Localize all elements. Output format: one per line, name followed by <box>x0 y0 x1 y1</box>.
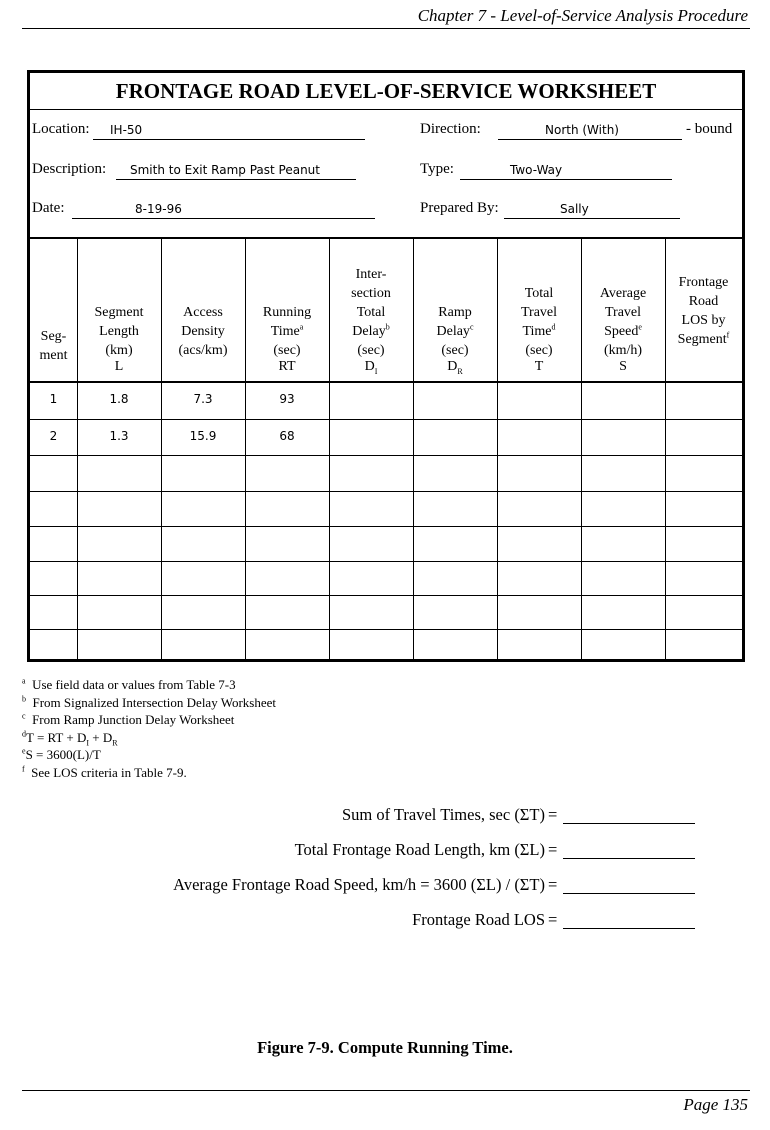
table-cell[interactable]: 93 <box>279 392 295 406</box>
table-row-divider <box>30 561 742 562</box>
summary-sum-travel-times-field[interactable] <box>563 823 695 824</box>
table-cell[interactable]: 7.3 <box>193 392 213 406</box>
summary-equals: = <box>548 910 558 929</box>
footnote-d-text: T = RT + D <box>26 729 87 745</box>
summary-average-speed-field[interactable] <box>563 893 695 894</box>
footnote-a: $^a$ Use field data or values from Table 7-3 <box>22 676 236 692</box>
location-label: Location: <box>32 121 90 137</box>
summary-equals: = <box>548 875 558 894</box>
footnote-b: $^b$ From Signalized Intersection Delay Worksheet <box>22 694 276 710</box>
column-symbol: $D_R$ <box>447 359 463 376</box>
table-cell[interactable]: 68 <box>279 429 295 443</box>
table-cell[interactable]: 1.3 <box>109 429 129 443</box>
footnote-d-mid: + D <box>89 729 113 745</box>
direction-suffix: - bound <box>686 121 733 137</box>
footnote-f: $^f$ See LOS criteria in Table 7-9. <box>22 764 187 780</box>
description-label: Description: <box>32 161 107 177</box>
column-header: Ramp Delay$^c$ (sec) <box>436 305 474 358</box>
worksheet <box>27 70 745 662</box>
type-label: Type: <box>420 161 454 177</box>
footnote-d: $^d$T = RT + $D_I + D_R$ <box>22 729 118 748</box>
column-header: Seg- ment <box>39 329 68 363</box>
column-header: Segment Length (km) <box>94 305 144 358</box>
description-value: Smith to Exit Ramp Past Peanut <box>130 163 320 177</box>
summary-average-speed-label: Average Frontage Road Speed, km/h = 3600 (ΣL) / (ΣT) <box>173 875 545 894</box>
column-symbol: T <box>534 359 544 374</box>
table-cell[interactable]: 2 <box>49 429 58 443</box>
column-symbol: $D_I$ <box>364 359 378 376</box>
direction-value: North (With) <box>545 123 619 137</box>
table-row-divider <box>30 526 742 527</box>
column-symbol: L <box>114 359 124 374</box>
footnote-c: $^c$ From Ramp Junction Delay Worksheet <box>22 711 235 727</box>
summary-equals: = <box>548 805 558 824</box>
header-rule <box>22 28 750 29</box>
location-underline <box>93 139 365 140</box>
table-row-divider <box>30 455 742 456</box>
footnote-b-text: From Signalized Intersection Delay Worksheet <box>32 694 276 710</box>
table-header-divider <box>30 381 742 383</box>
footnote-d-sub-i: I <box>86 738 90 748</box>
footer-rule <box>22 1090 750 1091</box>
direction-underline <box>498 139 682 140</box>
type-value: Two-Way <box>510 163 563 177</box>
page-number: Page 135 <box>683 1095 748 1114</box>
summary-total-length-field[interactable] <box>563 858 695 859</box>
date-label: Date: <box>32 200 65 216</box>
summary-los-field[interactable] <box>563 928 695 929</box>
prepared-by-underline <box>504 218 680 219</box>
column-symbol: S <box>619 359 627 374</box>
prepared-by-label: Prepared By: <box>420 200 499 216</box>
column-header: Average Travel Speed$^e$ (km/h) <box>599 286 647 358</box>
column-header: Access Density (acs/km) <box>178 305 228 358</box>
table-row-divider <box>30 419 742 420</box>
description-underline <box>116 179 356 180</box>
summary-sum-travel-times-label: Sum of Travel Times, sec (ΣT) <box>341 805 545 824</box>
column-header: Inter- section Total Delay$^b$ (sec) <box>351 267 391 358</box>
footnote-e-text: S = 3600(L)/T <box>25 747 101 762</box>
date-underline <box>72 218 375 219</box>
column-header: Total Travel Time$^d$ (sec) <box>520 286 558 358</box>
chapter-header: Chapter 7 - Level-of-Service Analysis Procedure <box>417 6 748 25</box>
footnote-a-text: Use field data or values from Table 7-3 <box>32 677 236 692</box>
table-row-divider <box>30 491 742 492</box>
summary-los-label: Frontage Road LOS <box>412 910 545 929</box>
column-header: Frontage Road LOS by Segment$^f$ <box>677 275 730 347</box>
footnote-d-sub-r: R <box>112 738 118 748</box>
summary-total-length-label: Total Frontage Road Length, km (ΣL) <box>294 840 545 859</box>
date-value: 8-19-96 <box>135 202 182 216</box>
footnote-e: $^e$S = 3600(L)/T <box>22 746 101 762</box>
summary-equals: = <box>548 840 558 859</box>
table-row-divider <box>30 629 742 630</box>
type-underline <box>460 179 672 180</box>
info-divider <box>30 237 742 239</box>
location-value: IH-50 <box>110 123 143 137</box>
prepared-by-value: Sally <box>560 202 589 216</box>
footnote-c-text: From Ramp Junction Delay Worksheet <box>32 712 235 727</box>
column-symbol: RT <box>278 359 296 374</box>
table-cell[interactable]: 1.8 <box>109 392 129 406</box>
footnote-f-text: See LOS criteria in Table 7-9. <box>31 764 187 780</box>
column-header: Running Time$^a$ (sec) <box>262 305 312 358</box>
table-row-divider <box>30 595 742 596</box>
footnotes <box>22 676 276 781</box>
figure-caption: Figure 7-9. Compute Running Time. <box>257 1038 513 1057</box>
table-cell[interactable]: 1 <box>49 392 58 406</box>
direction-label: Direction: <box>420 121 481 137</box>
worksheet-title: FRONTAGE ROAD LEVEL-OF-SERVICE WORKSHEET <box>30 73 742 110</box>
table-cell[interactable]: 15.9 <box>189 429 217 443</box>
